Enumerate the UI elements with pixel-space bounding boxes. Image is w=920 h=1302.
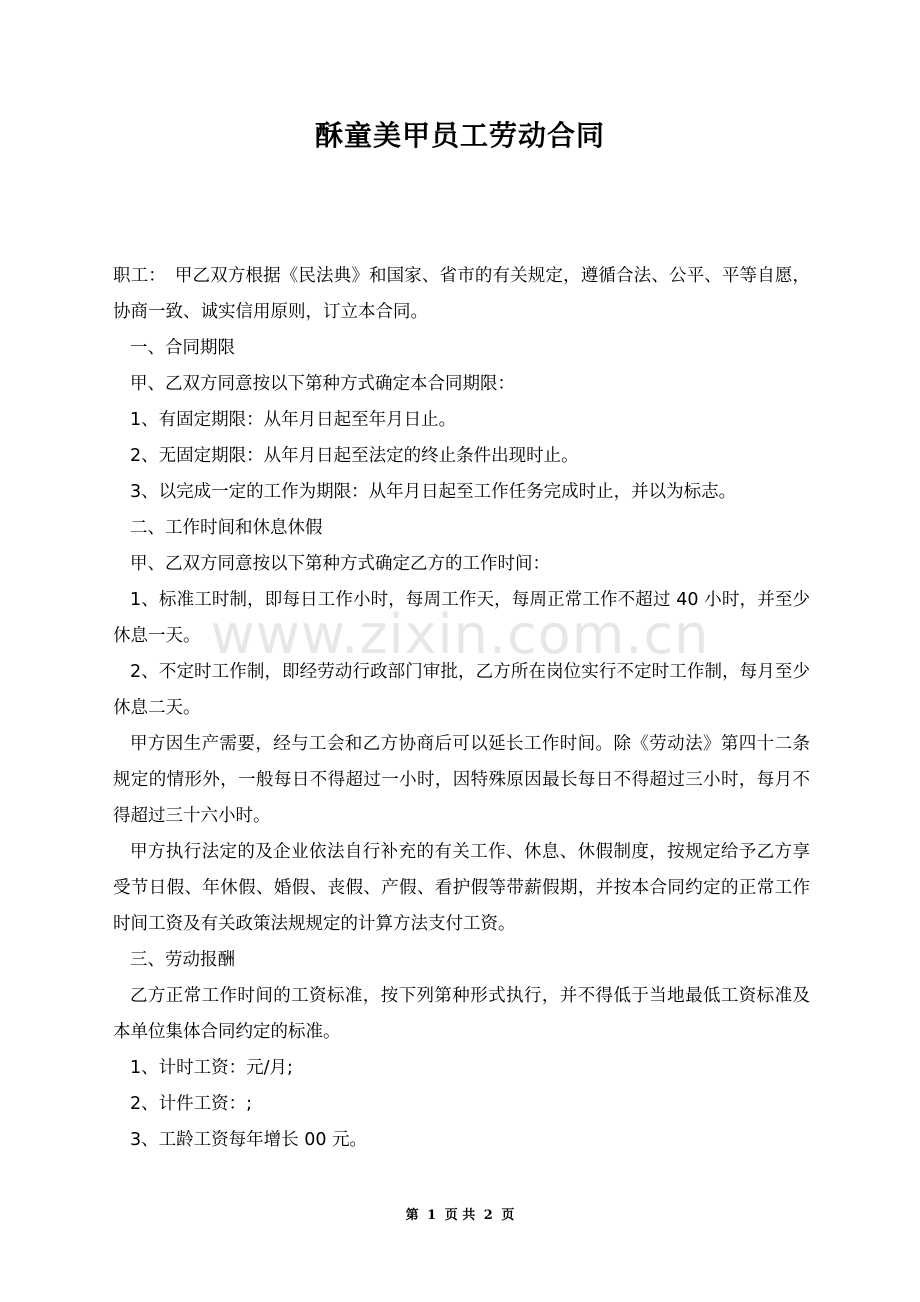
section-heading-work-hours: 二、工作时间和休息休假 [130,518,323,538]
footer-suffix: 页 [501,1208,515,1223]
footer-middle: 页 共 [444,1208,476,1223]
list-item: 3、以完成一定的工作为期限：从年月日起至工作任务完成时止，并以为标志。 [130,482,737,502]
list-item: 2、无固定期限：从年月日起至法定的终止条件出现时止。 [130,446,579,466]
paragraph: 甲、乙双方同意按以下第种方式确定乙方的工作时间： [130,554,550,574]
list-item: 2、不定时工作制，即经劳动行政部门审批，乙方所在岗位实行不定时工作制，每月至少休息二天。 [113,662,810,718]
section-heading-term: 一、合同期限 [130,338,235,358]
list-item: 3、工龄工资每年增长 00 元。 [130,1130,368,1150]
paragraph: 甲、乙双方同意按以下第种方式确定本合同期限： [130,374,515,394]
footer-prefix: 第 [405,1208,419,1223]
page-footer [0,1204,920,1228]
preamble-paragraph: 职工： 甲乙双方根据《民法典》和国家、省市的有关规定，遵循合法、公平、平等自愿，协商一致、诚实信用原则，订立本合同。 [113,266,810,322]
document-body [113,258,810,1158]
footer-total-pages: 2 [483,1208,493,1223]
watermark: www.zixin.com.cn [210,603,710,666]
list-item: 1、标准工时制，即每日工作小时，每周工作天，每周正常工作不超过 40 小时，并至少休息一天。 [113,590,810,646]
footer-current-page: 1 [427,1208,437,1223]
list-item: 1、计时工资：元/月; [130,1058,293,1078]
list-item: 2、计件工资：; [130,1094,253,1114]
section-heading-remuneration: 三、劳动报酬 [130,950,235,970]
paragraph: 乙方正常工作时间的工资标准，按下列第种形式执行，并不得低于当地最低工资标准及本单位集体合同约定的标准。 [113,986,810,1042]
paragraph: 甲方执行法定的及企业依法自行补充的有关工作、休息、休假制度，按规定给予乙方享受节日假、年休假、婚假、丧假、产假、看护假等带薪假期，并按本合同约定的正常工作时间工资及有关政策法规规定的计算方法支付工资。 [113,842,810,934]
document-title: 酥童美甲员工劳动合同 [314,119,605,152]
paragraph: 甲方因生产需要，经与工会和乙方协商后可以延长工作时间。除《劳动法》第四十二条规定的情形外，一般每日不得超过一小时，因特殊原因最长每日不得超过三小时，每月不得超过三十六小时。 [113,734,810,826]
list-item: 1、有固定期限：从年月日起至年月日止。 [130,410,457,430]
